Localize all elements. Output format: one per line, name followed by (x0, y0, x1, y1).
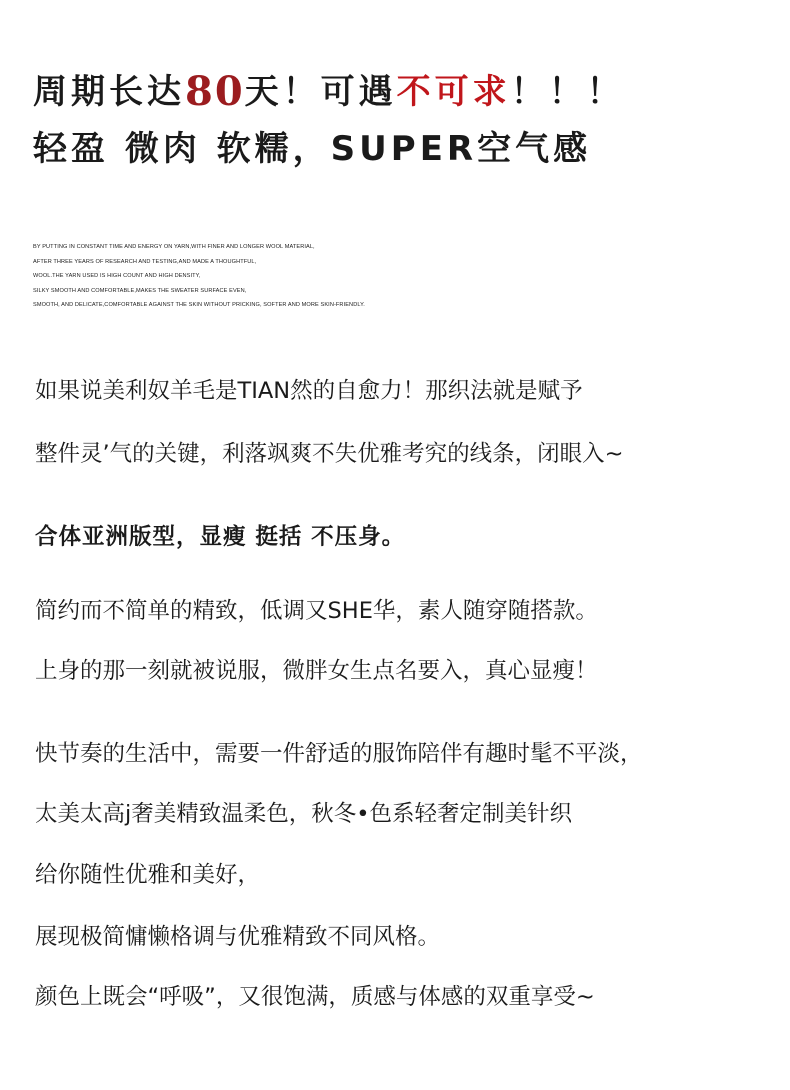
paragraph-3-line-4: 展现极简慵懒格调与优雅精致不同风格。 (35, 924, 441, 950)
paragraph-1-line-2: 整件灵’气的关键，利落飒爽不失优雅考究的线条，闭眼入~ (35, 441, 624, 467)
headline-text-b: 天！可遇 (244, 72, 397, 112)
headline-red-text: 不可求 (396, 72, 511, 112)
paragraph-3-line-5: 颜色上既会“呼吸”，又很饱满，质感与体感的双重享受~ (35, 984, 595, 1010)
english-line: SMOOTH, AND DELICATE,COMFORTABLE AGAINST THE SKIN WITHOUT PRICKING, SOFTER AND MORE SKIN-FRIENDLY. (33, 302, 365, 309)
english-line: AFTER THREE YEARS OF RESEARCH AND TESTING,AND MADE A THOUGHTFUL, (33, 258, 257, 265)
headline-text-a: 周期长达 (33, 72, 185, 112)
headline-line-1 (33, 68, 625, 115)
headline-number-80: 80 (185, 68, 245, 115)
paragraph-1-line-1: 如果说美利奴羊毛是TIAN然的自愈力！那织法就是赋予 (35, 378, 583, 404)
paragraph-3-line-1: 快节奏的生活中，需要一件舒适的服饰陪伴有趣时髦不平淡， (35, 741, 643, 767)
headline-text-c: ！！！ (510, 72, 625, 112)
paragraph-3-line-3: 给你随性优雅和美好， (35, 862, 261, 888)
english-line: WOOL.THE YARN USED IS HIGH COUNT AND HIGH DENSITY, (33, 273, 201, 280)
paragraph-2-line-1: 简约而不简单的精致，低调又SHE华，素人随穿随搭款。 (35, 598, 598, 624)
english-description (33, 240, 365, 313)
english-line: SILKY SMOOTH AND COMFORTABLE,MAKES THE SWEATER SURFACE EVEN, (33, 287, 247, 294)
headline-line-2: 轻盈 微肉 软糯，SUPER空气感 (33, 129, 592, 169)
paragraph-2-line-2: 上身的那一刻就被说服，微胖女生点名要入，真心显瘦！ (35, 658, 598, 684)
english-line: BY PUTTING IN CONSTANT TIME AND ENERGY ON YARN,WITH FINER AND LONGER WOOL MATERIAL, (33, 244, 315, 250)
paragraph-3-line-2: 太美太高j奢美精致温柔色，秋冬•色系轻奢定制美针织 (35, 801, 573, 827)
fit-subheading: 合体亚洲版型，显瘦 挺括 不压身。 (35, 524, 406, 550)
